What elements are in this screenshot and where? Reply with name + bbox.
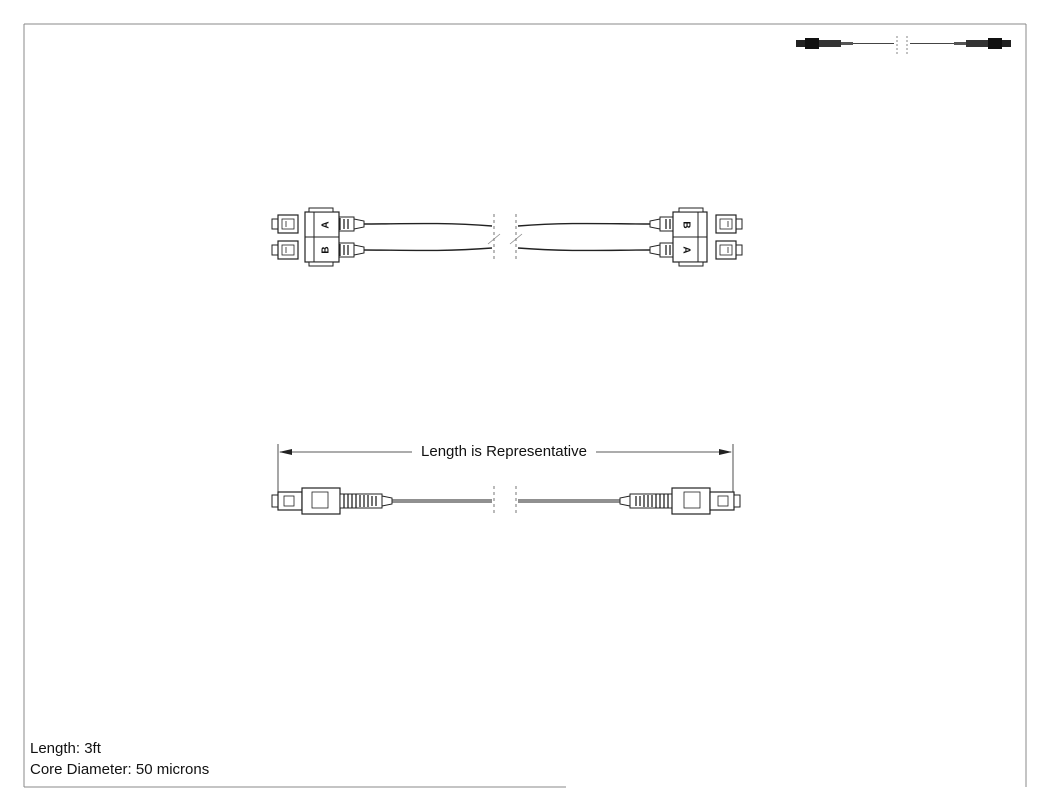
left-label-bottom: B (320, 246, 332, 254)
side-view-drawing (272, 486, 740, 516)
left-label-top: A (320, 221, 332, 229)
duplex-cable-drawing (272, 208, 742, 266)
thumbnail-cable (796, 36, 1011, 56)
dimension-label: Length is Representative (412, 443, 596, 460)
right-label-top: B (680, 221, 692, 229)
right-label-bottom: A (680, 246, 692, 254)
length-spec: Length: 3ft (30, 740, 101, 757)
core-diameter-spec: Core Diameter: 50 microns (30, 761, 210, 778)
